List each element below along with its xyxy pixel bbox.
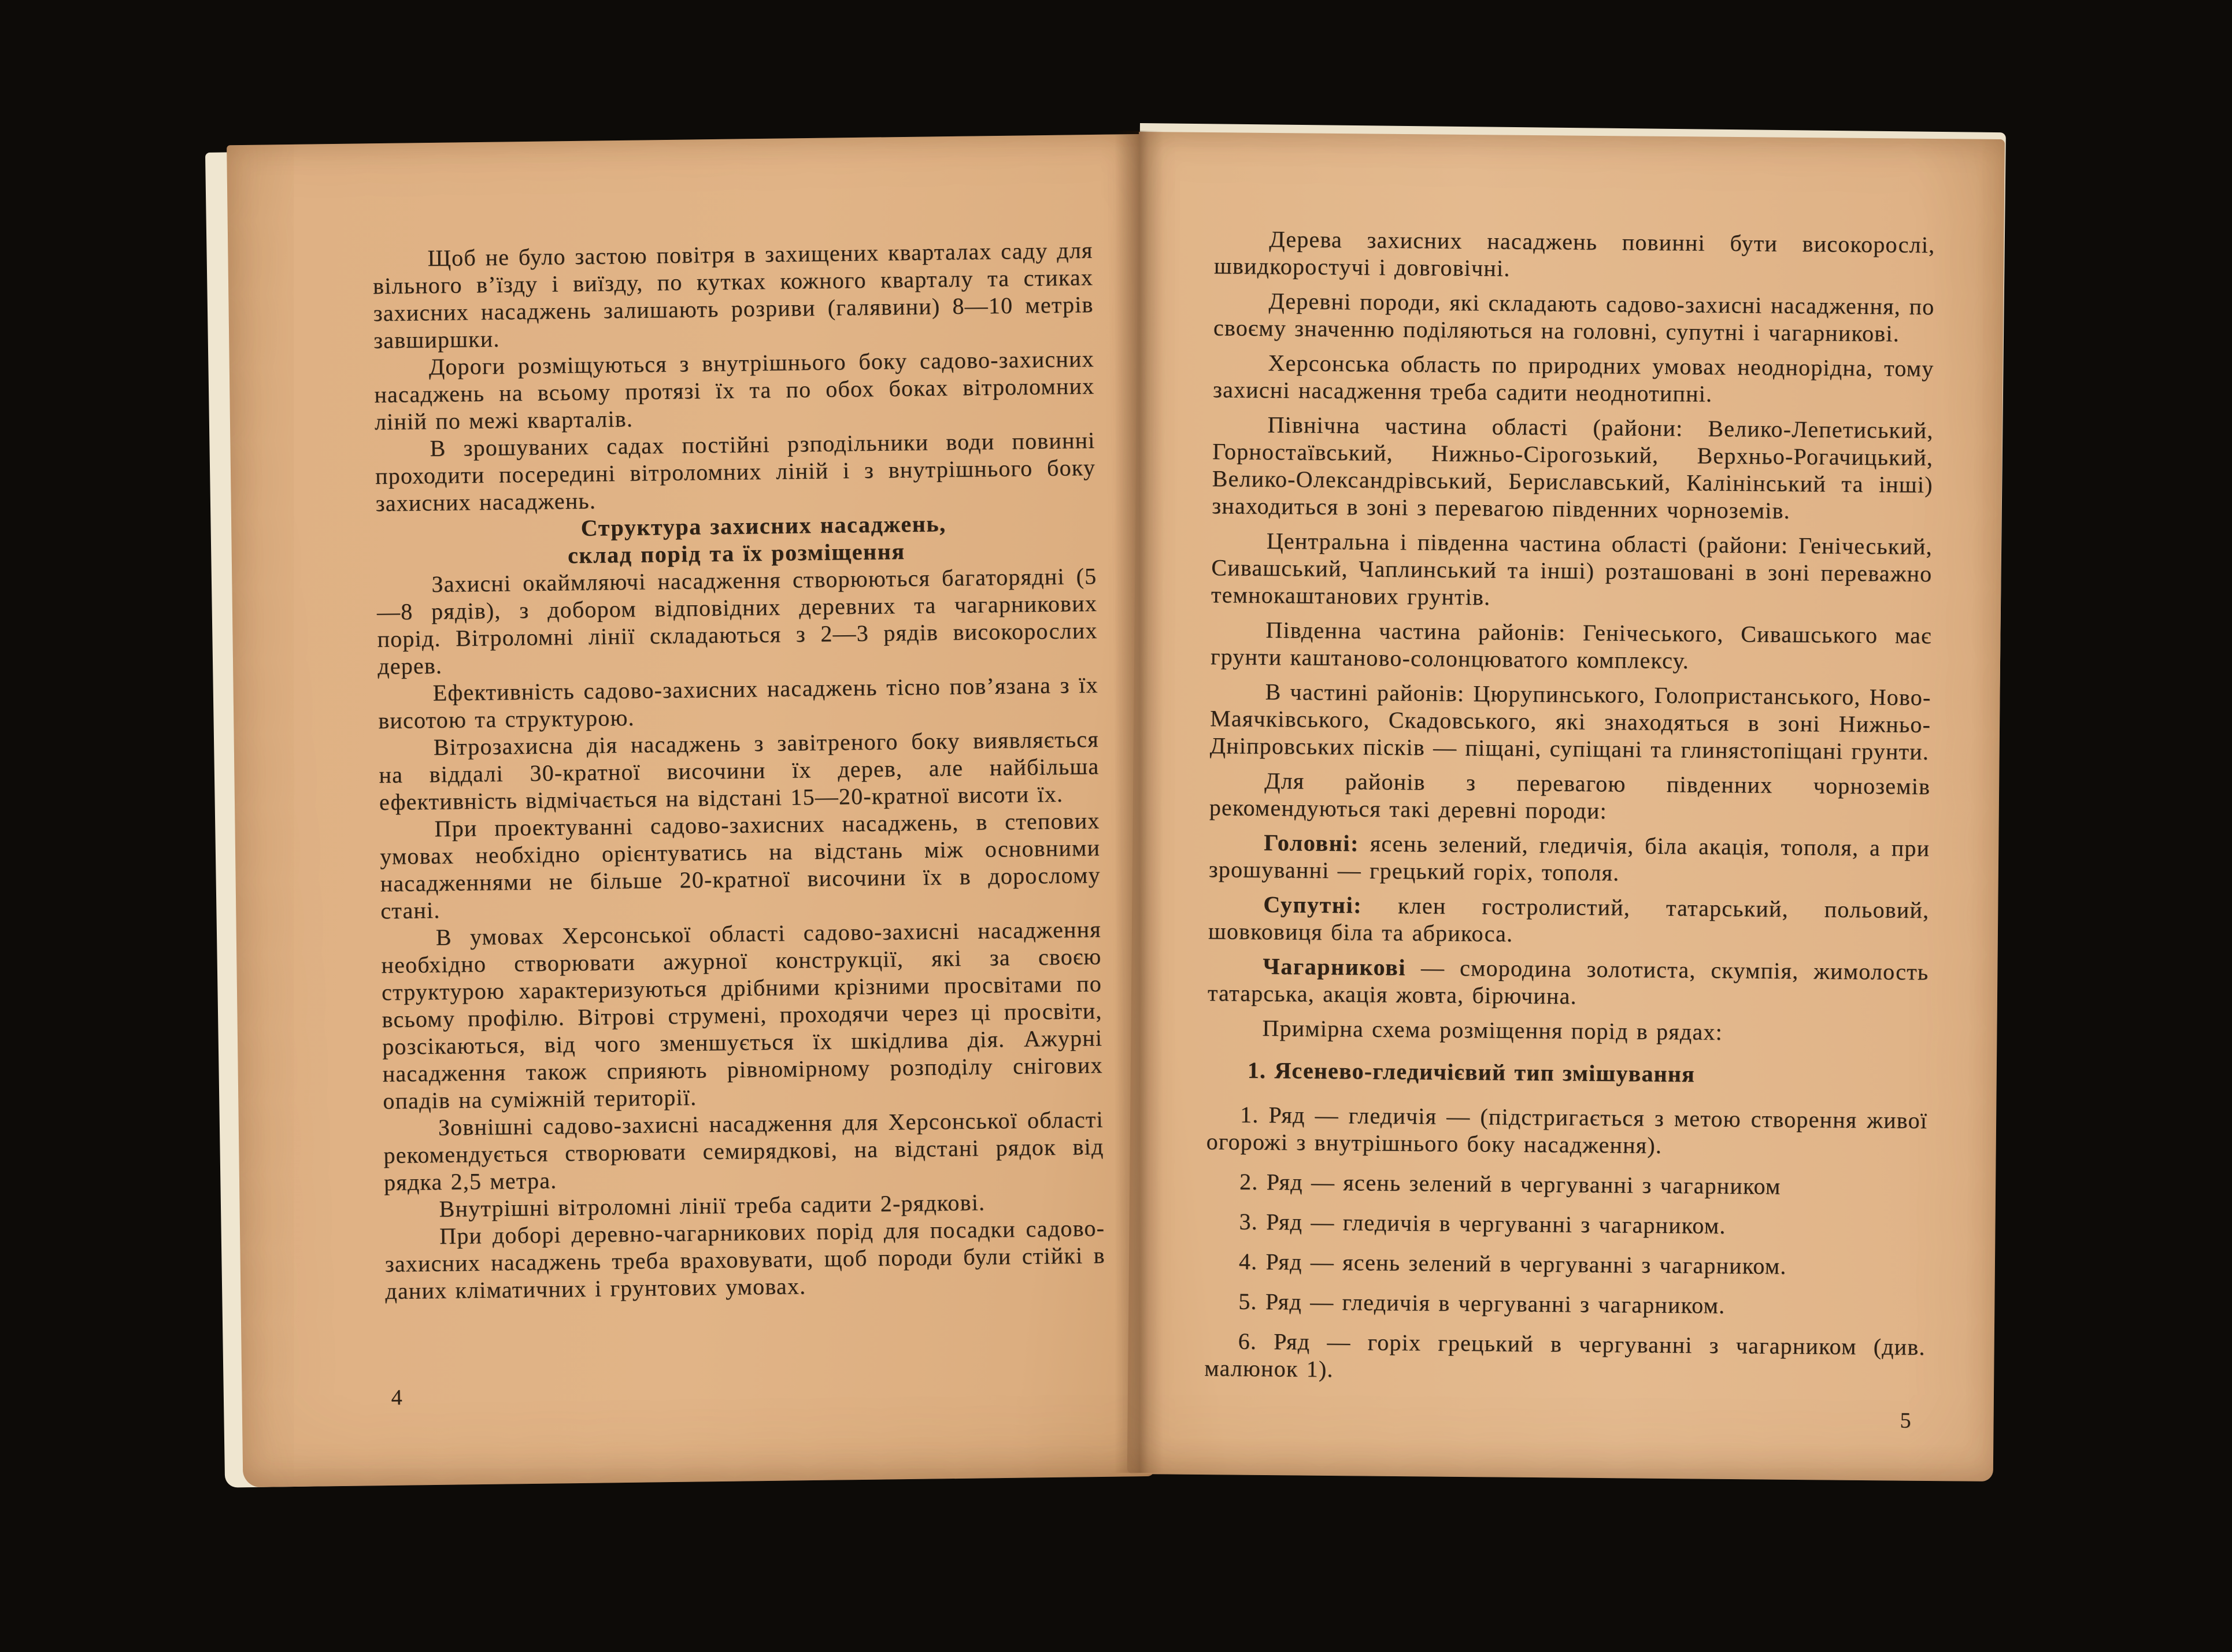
- species-main-label: Головні:: [1264, 829, 1360, 857]
- paragraph: Південна частина районів: Генічеського, Сивашського має грунти каштаново-солонцюватого комплексу.: [1210, 616, 1932, 674]
- paragraph: Північна частина області (райони: Велико-Лепетиський, Горностаївський, Нижньо-Сірогозький, Верхньо-Рогачицький, Велико-Олександрівський, Бериславський, Калінінський та інші) знаходиться в зоні з перевагою південних чорноземів.: [1212, 411, 1934, 524]
- left-text-column: [372, 236, 1105, 1305]
- page-number: 5: [1900, 1408, 1912, 1433]
- species-main-paragraph: [1209, 828, 1930, 889]
- paragraph: В частині районів: Цюрупинського, Голопристанського, Ново-Маячківського, Скадовського, які знаходяться в зоні Нижньо-Дніпровських пісків — піщані, супіщані та глинястопіщані грунти.: [1209, 678, 1931, 765]
- paragraph: При проектуванні садово-захисних насаджень, в степових умовах необхідно орієнтуватись на відстань між основними насадженнями не більше 20-кратної височини їх в дорослому стані.: [379, 807, 1101, 924]
- paragraph: Для районів з перевагою південних чорноземів рекомендуються такі деревні породи:: [1209, 767, 1931, 824]
- paragraph: Херсонська область по природних умовах неоднорідна, тому захисні насадження треба садити неоднотипні.: [1212, 349, 1934, 407]
- paragraph: Деревні породи, які складають садово-захисні насадження, по своєму значенню поділяються на головні, супутні і чагарникові.: [1213, 287, 1935, 347]
- row-list-item: 2. Ряд — ясень зелений в чергуванні з чагарником: [1239, 1168, 1781, 1199]
- paragraph: Внутрішні вітроломні лінії треба садити 2-рядкові.: [439, 1189, 986, 1222]
- species-shrub-label: Чагарникові: [1263, 953, 1406, 981]
- species-companion-list: клен гостролистий, татарський, польовий, шовковиця біла та абрикоса.: [1208, 892, 1930, 947]
- scheme-intro-paragraph: Примірна схема розміщення порід в рядах:: [1262, 1014, 1723, 1045]
- paragraph: Центральна і південна частина області (райони: Генічеський, Сивашський, Чаплинський та інші) розташовані в зоні переважно темнокаштанових грунтів.: [1211, 527, 1933, 610]
- paragraph: Щоб не було застою повітря в захищених кварталах саду для вільного в’їзду і виїзду, по кутках кожного кварталу та стиках захисних насаджень залишають розриви (галявини) 8—10 метрів завширшки.: [372, 236, 1094, 354]
- paragraph: В умовах Херсонської області садово-захисні насадження необхідно створювати ажурної конструкції, які за своєю структурою характеризуються дрібними крізними просвітами по всьому профілю. Вітрові струмені, проходячи через ці просвіти, розсікаються, від чого зменшується їх шкідлива дія. Ажурні насадження також сприяють рівномірному розподілу снігових опадів на суміжній території.: [381, 916, 1103, 1114]
- paragraph: При доборі деревно-чагарникових порід для посадки садово-захисних насаджень треба враховувати, щоб породи були стійкі в даних кліматичних і грунтових умовах.: [384, 1214, 1105, 1305]
- paragraph: Дерева захисних насаджень повинні бути високорослі, швидкоростучі і довговічні.: [1213, 225, 1935, 281]
- paragraph: Ефективність садово-захисних насаджень тісно пов’язана з їх висотою та структурою.: [378, 671, 1098, 734]
- species-shrub-list: — смородина золотиста, скумпія, жимолость татарська, акація жовта, бірючина.: [1207, 954, 1929, 1009]
- species-companion-paragraph: [1208, 890, 1930, 951]
- right-text-column: [1204, 225, 1935, 1401]
- page-right: [1127, 132, 2005, 1481]
- row-list-item: 6. Ряд — горіх грецький в чергуванні з чагарником (див. малюнок 1).: [1204, 1328, 1926, 1383]
- row-list-item: 1. Ряд — гледичія — (підстригається з метою створення живої огорожі з внутрішнього боку насадження).: [1206, 1101, 1928, 1158]
- species-main-list: ясень зелений, гледичія, біла акація, тополя, а при зрошуванні — грецький горіх, тополя.: [1208, 830, 1930, 886]
- paragraph: Зовнішні садово-захисні насадження для Херсонської області рекомендується створювати семирядкові, на відстані рядок від рядка 2,5 метра.: [383, 1106, 1104, 1196]
- paragraph: Захисні окаймляючі насадження створюються багаторядні (5—8 рядів), з добором відповідних деревних та чагарникових порід. Вітроломні лінії складаються з 2—3 рядів високорослих дерев.: [376, 562, 1098, 680]
- species-companion-label: Супутні:: [1263, 891, 1363, 918]
- paragraph: Дороги розміщуються з внутрішнього боку садово-захисних насаджень на всьому протязі їх та по обох боках вітроломних ліній по межі кварталів.: [374, 345, 1095, 435]
- species-shrub-paragraph: [1208, 952, 1929, 1013]
- paragraph: Вітрозахисна дія насаджень з завітреного боку виявляється на віддалі 30-кратної височини їх дерев, але найбільша ефективність відмічається на відстані 15—20-кратної висоти їх.: [379, 725, 1100, 816]
- page-left: [227, 134, 1155, 1487]
- row-list-item: 5. Ряд — гледичія в чергуванні з чагарником.: [1238, 1288, 1726, 1318]
- row-list-item: 4. Ряд — ясень зелений в чергуванні з чагарником.: [1238, 1248, 1787, 1279]
- page-number: 4: [391, 1385, 403, 1410]
- section-heading-line1: Структура захисних насаджень,: [580, 510, 946, 541]
- section-heading-line2: склад порід та їх розміщення: [567, 538, 905, 569]
- paragraph: В зрошуваних садах постійні рзподільники води повинні проходити посередині вітроломних ліній і з внутрішнього боку захисних насаджень.: [375, 427, 1096, 517]
- mixing-type-subheading: 1. Ясенево-гледичієвий тип змішування: [1247, 1057, 1696, 1087]
- section-heading: [376, 508, 1097, 571]
- row-list-item: 3. Ряд — гледичія в чергуванні з чагарником.: [1239, 1208, 1726, 1239]
